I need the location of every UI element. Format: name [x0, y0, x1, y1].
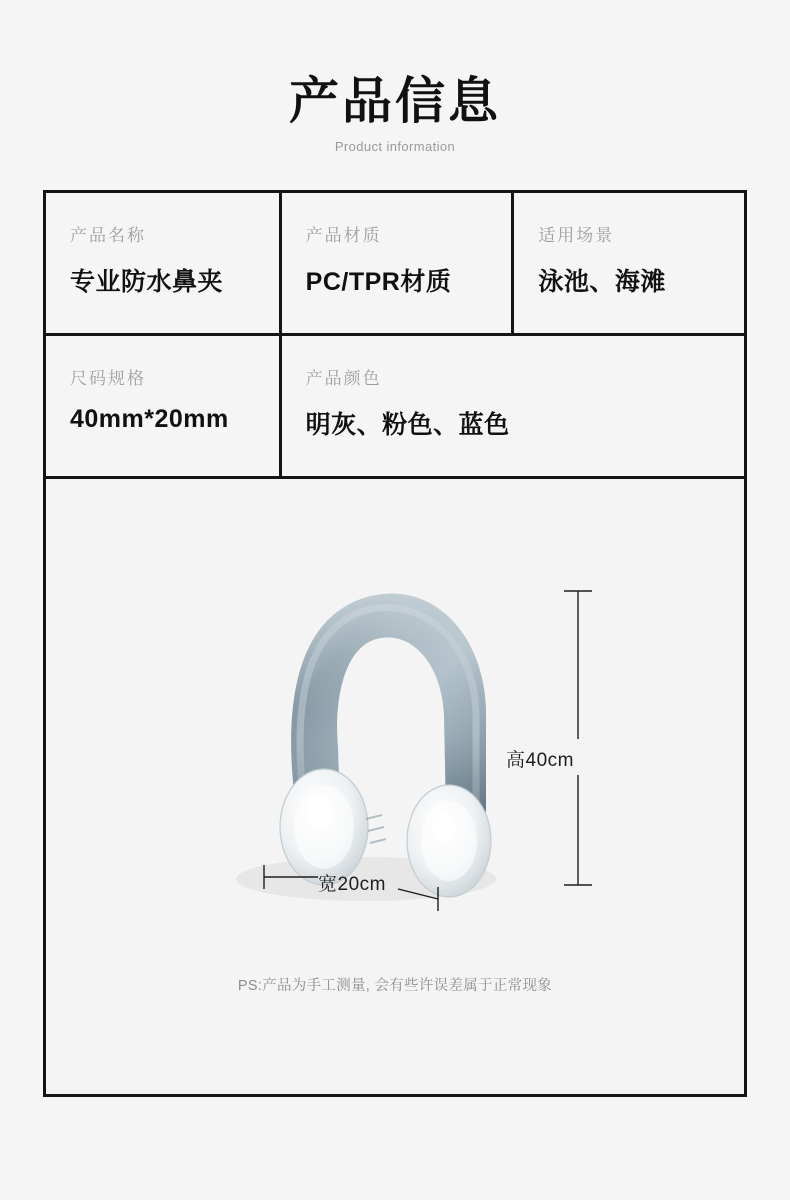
spec-table-row [46, 193, 744, 336]
spec-value: 泳池、海滩 [538, 268, 666, 296]
spec-label: 产品名称 [70, 226, 146, 245]
page-subtitle: Product information [334, 139, 456, 154]
spec-cell-product-name [46, 193, 279, 333]
spec-value: 40mm*20mm [70, 405, 229, 433]
spec-value: 专业防水鼻夹 [70, 268, 224, 296]
dimension-label-height: 高40cm [506, 750, 574, 771]
spec-cell-size [46, 336, 279, 476]
page-title: 产品信息 [289, 73, 501, 129]
dimension-label-width: 宽20cm [318, 874, 386, 895]
spec-label: 产品颜色 [305, 369, 382, 388]
spec-cell-color [279, 336, 744, 476]
spec-value: 明灰、粉色、蓝色 [305, 411, 510, 439]
spec-cell-material [279, 193, 512, 333]
spec-label: 尺码规格 [70, 369, 146, 388]
product-illustration [46, 479, 746, 1097]
measurement-note: PS:产品为手工测量, 会有些许误差属于正常现象 [237, 978, 553, 994]
dimension-line-height [564, 591, 592, 885]
product-image-panel [43, 479, 747, 1097]
spec-table-row [46, 336, 744, 476]
spec-cell-scenario [511, 193, 744, 333]
spec-label: 产品材质 [305, 226, 382, 245]
spec-table [43, 190, 747, 479]
page-header [0, 0, 790, 154]
product-stage [46, 479, 744, 1094]
spec-value: PC/TPR材质 [305, 268, 452, 296]
spec-label: 适用场景 [538, 226, 615, 245]
